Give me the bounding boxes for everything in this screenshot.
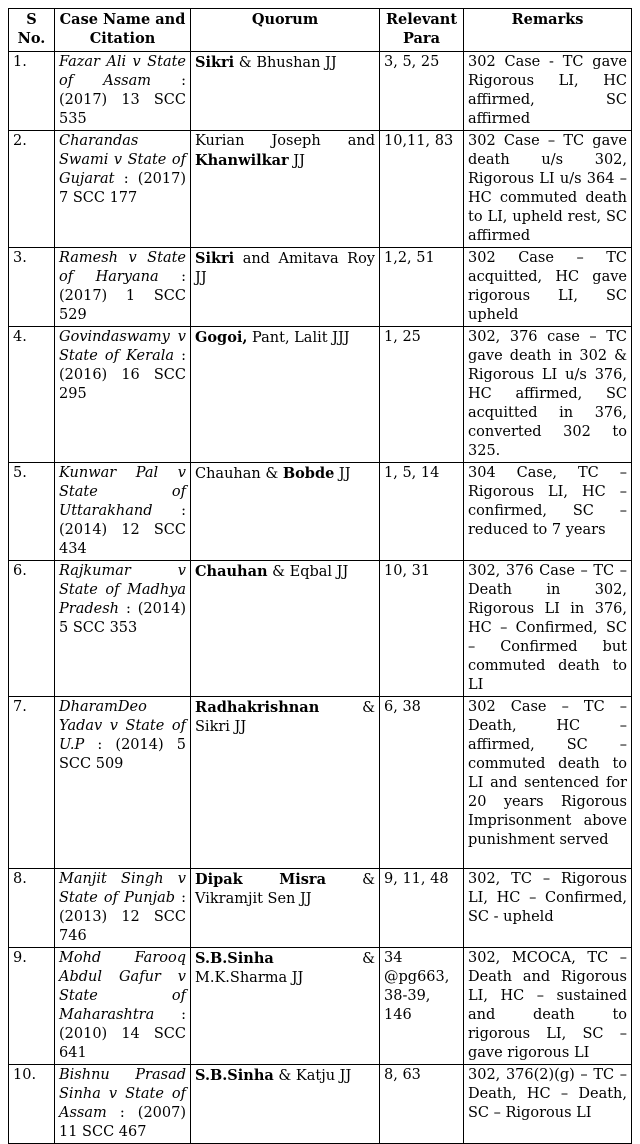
cell-remarks: 302 Case – TC gave death u/s 302, Rigorous LI u/s 364 – HC commuted death to LI, upheld rest, SC affirmed — [464, 131, 632, 248]
cell-case — [55, 327, 191, 463]
quorum-author-judge: S.B.Sinha — [195, 950, 274, 967]
cell-case — [55, 52, 191, 131]
case-citation: : (2016) 16 SCC 295 — [59, 348, 186, 402]
quorum-text: & Vikramjit Sen JJ — [195, 872, 375, 907]
cell-sno: 5. — [9, 463, 55, 561]
cell-case — [55, 463, 191, 561]
quorum-author-judge: Dipak Misra — [195, 871, 326, 888]
table-row — [9, 561, 632, 697]
quorum-author-judge: Chauhan — [195, 563, 268, 580]
cell-quorum — [191, 463, 380, 561]
case-name: Charandas Swami v State of Gujarat — [59, 133, 186, 187]
case-name: Kunwar Pal v State of Uttarakhand — [59, 465, 186, 519]
table-row — [9, 463, 632, 561]
cell-remarks: 304 Case, TC – Rigorous LI, HC – confirmed, SC – reduced to 7 years — [464, 463, 632, 561]
cell-quorum — [191, 1065, 380, 1144]
case-rows — [9, 52, 632, 1144]
table-row — [9, 869, 632, 948]
cell-para: 6, 38 — [380, 697, 464, 869]
quorum-author-judge: Gogoi, — [195, 329, 248, 346]
quorum-text: & M.K.Sharma JJ — [195, 951, 375, 986]
quorum-author-judge: S.B.Sinha — [195, 1067, 274, 1084]
cell-para: 1,2, 51 — [380, 248, 464, 327]
cell-para: 10,11, 83 — [380, 131, 464, 248]
cell-remarks: 302, 376(2)(g) – TC – Death, HC – Death, SC – Rigorous LI — [464, 1065, 632, 1144]
cell-remarks: 302, 376 Case – TC – Death in 302, Rigorous LI in 376, HC – Confirmed, SC – Confirmed but commuted death to LI — [464, 561, 632, 697]
case-name: Mohd Farooq Abdul Gafur v State of Maharashtra — [59, 950, 186, 1023]
case-citation: : (2017) 13 SCC 535 — [59, 73, 186, 127]
header-para: Relevant Para — [380, 9, 464, 52]
cell-case — [55, 248, 191, 327]
cell-sno: 4. — [9, 327, 55, 463]
cell-remarks: 302, MCOCA, TC – Death and Rigorous LI, HC – sustained and death to rigorous LI, SC – gave rigorous LI — [464, 948, 632, 1065]
cell-para: 34 @pg663, 38-39, 146 — [380, 948, 464, 1065]
quorum-author-judge: Bobde — [282, 465, 335, 482]
table-row — [9, 131, 632, 248]
quorum-text: & Sikri JJ — [195, 700, 375, 735]
case-name: Govindaswamy v State of Kerala — [59, 329, 186, 364]
cell-case — [55, 697, 191, 869]
cell-remarks: 302, 376 case – TC gave death in 302 & Rigorous LI u/s 376, HC affirmed, SC acquitted in 376, converted 302 to 325. — [464, 327, 632, 463]
case-citation: : (2014) 5 SCC 509 — [59, 737, 187, 772]
cell-case — [55, 1065, 191, 1144]
header-quorum: Quorum — [191, 9, 380, 52]
cell-case — [55, 131, 191, 248]
quorum-author-judge: Khanwilkar — [195, 152, 289, 169]
case-citation: : (2017) 7 SCC 177 — [59, 171, 186, 206]
cell-sno: 1. — [9, 52, 55, 131]
cell-para: 10, 31 — [380, 561, 464, 697]
header-sno: S No. — [9, 9, 55, 52]
case-name: Fazar Ali v State of Assam — [59, 54, 186, 89]
case-citation: : (2010) 14 SCC 641 — [59, 1007, 186, 1061]
cell-remarks: 302 Case – TC – Death, HC – affirmed, SC – commuted death to LI and sentenced for 20 years Rigorous Imprisonment above punishment served — [464, 697, 632, 869]
cell-para: 1, 25 — [380, 327, 464, 463]
table-row — [9, 948, 632, 1065]
cell-case — [55, 948, 191, 1065]
table-row — [9, 327, 632, 463]
case-name: Bishnu Prasad Sinha v State of Assam — [59, 1067, 186, 1121]
quorum-text: & Bhushan JJ — [234, 55, 337, 71]
cell-quorum — [191, 948, 380, 1065]
case-citation: : (2007) 11 SCC 467 — [59, 1105, 186, 1140]
quorum-text: and Amitava Roy JJ — [195, 251, 375, 286]
case-name: Rajkumar v State of Madhya Pradesh — [59, 563, 186, 617]
case-citation: : (2014) 12 SCC 434 — [59, 503, 186, 557]
cell-sno: 7. — [9, 697, 55, 869]
cell-para: 9, 11, 48 — [380, 869, 464, 948]
cell-sno: 3. — [9, 248, 55, 327]
cell-sno: 10. — [9, 1065, 55, 1144]
cell-remarks: 302, TC – Rigorous LI, HC – Confirmed, SC - upheld — [464, 869, 632, 948]
table-row — [9, 248, 632, 327]
cell-sno: 8. — [9, 869, 55, 948]
cell-quorum — [191, 52, 380, 131]
cell-para: 3, 5, 25 — [380, 52, 464, 131]
quorum-author-judge: Sikri — [195, 250, 235, 267]
case-citation: : (2013) 12 SCC 746 — [59, 890, 187, 944]
case-citation: : (2017) 1 SCC 529 — [59, 269, 186, 323]
case-name: DharamDeo Yadav v State of U.P — [59, 699, 186, 753]
quorum-text: Pant, Lalit JJJ — [247, 330, 350, 346]
case-table — [8, 8, 632, 1144]
quorum-text: JJ — [288, 153, 305, 169]
table-row — [9, 52, 632, 131]
cell-para: 1, 5, 14 — [380, 463, 464, 561]
case-name: Manjit Singh v State of Punjab — [59, 871, 186, 906]
cell-remarks: 302 Case – TC acquitted, HC gave rigorous LI, SC upheld — [464, 248, 632, 327]
cell-sno: 9. — [9, 948, 55, 1065]
quorum-text: Chauhan & — [195, 466, 283, 482]
quorum-author-judge: Sikri — [195, 54, 235, 71]
quorum-text: Kurian Joseph and — [195, 133, 375, 149]
cell-sno: 6. — [9, 561, 55, 697]
cell-sno: 2. — [9, 131, 55, 248]
quorum-text: & Katju JJ — [273, 1068, 352, 1084]
case-citation: : (2014) 5 SCC 353 — [59, 601, 186, 636]
cell-case — [55, 869, 191, 948]
header-remarks: Remarks — [464, 9, 632, 52]
cell-quorum — [191, 697, 380, 869]
quorum-text: JJ — [334, 466, 351, 482]
quorum-author-judge: Radhakrishnan — [195, 699, 320, 716]
header-row — [9, 9, 632, 52]
table-row — [9, 697, 632, 869]
cell-quorum — [191, 869, 380, 948]
header-case: Case Name and Citation — [55, 9, 191, 52]
cell-quorum — [191, 327, 380, 463]
cell-quorum — [191, 561, 380, 697]
cell-para: 8, 63 — [380, 1065, 464, 1144]
cell-case — [55, 561, 191, 697]
cell-remarks: 302 Case - TC gave Rigorous LI, HC affirmed, SC affirmed — [464, 52, 632, 131]
cell-quorum — [191, 248, 380, 327]
cell-quorum — [191, 131, 380, 248]
table-row — [9, 1065, 632, 1144]
quorum-text: & Eqbal JJ — [267, 564, 349, 580]
case-name: Ramesh v State of Haryana — [59, 250, 186, 285]
